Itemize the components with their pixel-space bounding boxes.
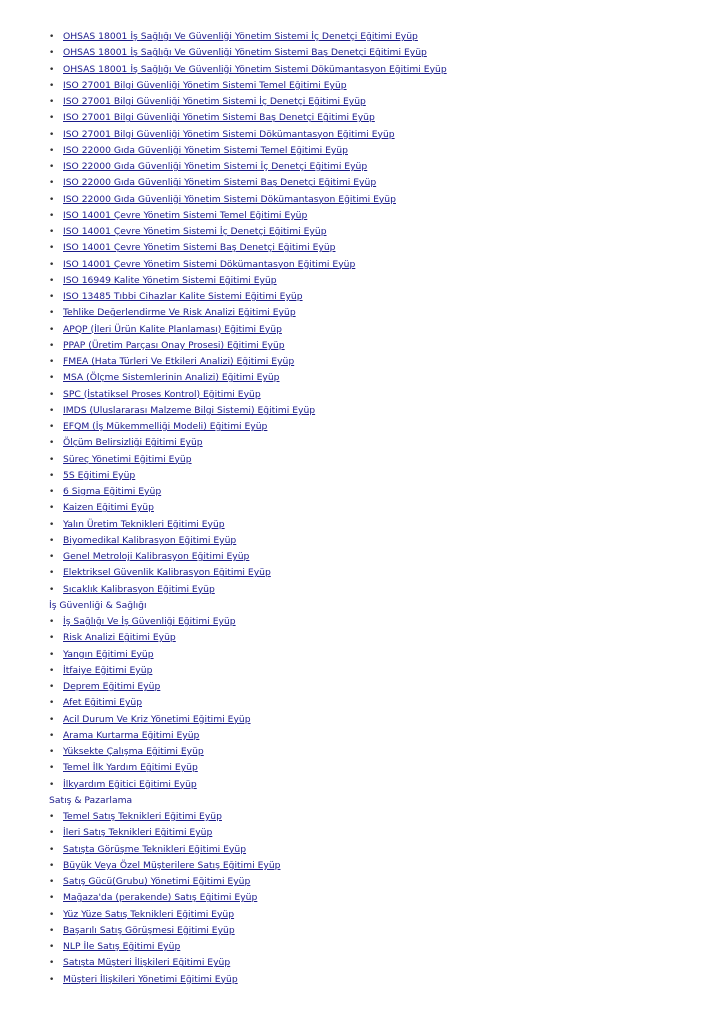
training-link[interactable]: İleri Satış Teknikleri Eğitimi Eyüp [63,827,213,839]
list-item [49,728,709,744]
list-item [49,370,709,386]
list-item [49,273,709,289]
training-link[interactable]: Yangın Eğitimi Eyüp [63,648,154,660]
bullet-icon: • [49,194,55,205]
bullet-icon: • [49,48,55,59]
training-link[interactable]: ISO 22000 Gıda Güvenliği Yönetim Sistemi Baş Denetçi Eğitimi Eyüp [63,177,377,189]
section-heading: İş Güvenliği & Sağlığı [49,599,147,611]
training-link[interactable]: Mağaza'da (perakende) Satış Eğitimi Eyüp [63,892,258,904]
bullet-icon: • [49,113,55,124]
list-item [49,842,709,858]
bullet-icon: • [49,633,55,644]
training-link[interactable]: Acil Durum Ve Kriz Yönetimi Eğitimi Eyüp [63,713,251,725]
training-link[interactable]: 6 Sigma Eğitimi Eyüp [63,486,162,497]
training-link[interactable]: PPAP (Üretim Parçası Onay Prosesi) Eğitimi Eyüp [63,339,285,351]
list-item [49,45,709,61]
training-link[interactable]: Deprem Eğitimi Eyüp [63,681,161,692]
bullet-icon: • [49,730,55,741]
bullet-icon: • [49,470,55,481]
training-link[interactable]: Başarılı Satış Görüşmesi Eğitimi Eyüp [63,924,235,936]
list-item [49,500,709,516]
bullet-icon: • [49,389,55,400]
list-item [49,175,709,191]
list-item [49,387,709,403]
bullet-icon: • [49,454,55,465]
list-item [49,679,709,695]
list-item [49,484,709,500]
training-link[interactable]: MSA (Ölçme Sistemlerinin Analizi) Eğitimi Eyüp [63,372,280,384]
training-link[interactable]: ISO 13485 Tıbbi Cihazlar Kalite Sistemi Eğitimi Eyüp [63,291,303,302]
training-link[interactable]: Büyük Veya Özel Müşterilere Satış Eğitimi Eyüp [63,859,281,871]
list-item [49,468,709,484]
bullet-icon: • [49,665,55,676]
bullet-icon: • [49,698,55,709]
list-item [49,955,709,971]
bullet-icon: • [49,243,55,254]
training-link[interactable]: ISO 27001 Bilgi Güvenliği Yönetim Sistemi İç Denetçi Eğitimi Eyüp [63,96,366,107]
training-link[interactable]: ISO 22000 Gıda Güvenliği Yönetim Sistemi Temel Eğitimi Eyüp [63,144,348,156]
training-link[interactable]: Satışta Müşteri İlişkileri Eğitimi Eyüp [63,957,231,969]
list-item [49,517,709,533]
list-item [49,809,709,825]
bullet-icon: • [49,909,55,920]
bullet-icon: • [49,747,55,757]
training-link[interactable]: Genel Metroloji Kalibrasyon Eğitimi Eyüp [63,551,250,562]
bullet-icon: • [49,487,55,497]
bullet-icon: • [49,129,55,140]
list-item [49,240,709,256]
bullet-icon: • [49,227,55,237]
list-item [49,939,709,955]
list-item [49,582,709,598]
list-item [49,695,709,711]
bullet-icon: • [49,438,55,449]
bullet-icon: • [49,357,55,367]
list-item [49,744,709,760]
bullet-icon: • [49,925,55,936]
list-item [49,305,709,321]
training-link[interactable]: Temel Satış Teknikleri Eğitimi Eyüp [63,811,222,822]
bullet-icon: • [49,64,55,75]
training-link[interactable]: Süreç Yönetimi Eğitimi Eyüp [63,453,192,465]
training-link[interactable]: ISO 22000 Gıda Güvenliği Yönetim Sistemi İç Denetçi Eğitimi Eyüp [63,161,368,172]
list-item [49,143,709,159]
bullet-icon: • [49,552,55,562]
training-link[interactable]: Biyomedikal Kalibrasyon Eğitimi Eyüp [63,534,237,546]
training-link[interactable]: İlkyardım Eğitici Eğitimi Eyüp [63,778,197,790]
bullet-icon: • [49,275,55,286]
bullet-icon: • [49,584,55,595]
training-link[interactable]: Satışta Görüşme Teknikleri Eğitimi Eyüp [63,843,247,855]
list-item [49,452,709,468]
training-link[interactable]: ISO 14001 Çevre Yönetim Sistemi Temel Eğitimi Eyüp [63,209,308,221]
training-link[interactable]: Kaizen Eğitimi Eyüp [63,502,154,514]
list-item [49,224,709,240]
bullet-icon: • [49,844,55,855]
training-link[interactable]: OHSAS 18001 İş Sağlığı Ve Güvenliği Yönetim Sistemi Baş Denetçi Eğitimi Eyüp [63,47,427,59]
training-link[interactable]: EFQM (İş Mükemmelliği Modeli) Eğitimi Eyüp [63,421,268,432]
list-item [49,907,709,923]
bullet-icon: • [49,828,55,839]
list-item [49,419,709,435]
training-link[interactable]: Tehlike Değerlendirme Ve Risk Analizi Eğitimi Eyüp [63,307,296,319]
training-link[interactable]: İtfaiye Eğitimi Eyüp [63,664,153,676]
list-item [49,825,709,841]
training-link[interactable]: ISO 14001 Çevre Yönetim Sistemi Baş Denetçi Eğitimi Eyüp [63,242,336,254]
bullet-icon: • [49,763,55,774]
bullet-icon: • [49,373,55,384]
bullet-icon: • [49,80,55,91]
bullet-icon: • [49,422,55,432]
list-item [49,29,709,45]
training-link[interactable]: Afet Eğitimi Eyüp [63,697,143,709]
list-item [49,78,709,94]
training-link[interactable]: ISO 14001 Çevre Yönetim Sistemi Dökümantasyon Eğitimi Eyüp [63,258,356,270]
bullet-icon: • [49,649,55,660]
list-item [49,403,709,419]
list-item [49,208,709,224]
bullet-icon: • [49,893,55,904]
bullet-icon: • [49,682,55,692]
bullet-icon: • [49,812,55,822]
training-link[interactable]: Müşteri İlişkileri Yönetimi Eğitimi Eyüp [63,973,238,985]
list-item [49,858,709,874]
bullet-icon: • [49,308,55,319]
bullet-icon: • [49,877,55,887]
list-item [49,322,709,338]
bullet-icon: • [49,942,55,952]
training-link[interactable]: ISO 14001 Çevre Yönetim Sistemi İç Denetçi Eğitimi Eyüp [63,226,327,237]
list-item [49,549,709,565]
training-link[interactable]: Sıcaklık Kalibrasyon Eğitimi Eyüp [63,583,215,595]
bullet-icon: • [49,178,55,189]
list-item [49,159,709,175]
bullet-icon: • [49,974,55,985]
bullet-icon: • [49,162,55,172]
list-item [49,614,709,630]
training-link[interactable]: OHSAS 18001 İş Sağlığı Ve Güvenliği Yönetim Sistemi İç Denetçi Eğitimi Eyüp [63,31,418,42]
training-link[interactable]: FMEA (Hata Türleri Ve Etkileri Analizi) Eğitimi Eyüp [63,356,295,367]
training-link[interactable]: ISO 16949 Kalite Yönetim Sistemi Eğitimi Eyüp [63,274,277,286]
list-item [49,890,709,906]
bullet-icon: • [49,568,55,579]
bullet-icon: • [49,503,55,514]
training-link[interactable]: Yüksekte Çalışma Eğitimi Eyüp [63,746,204,757]
training-link[interactable]: ISO 22000 Gıda Güvenliği Yönetim Sistemi Dökümantasyon Eğitimi Eyüp [63,193,396,205]
bullet-icon: • [49,519,55,530]
training-link[interactable]: Elektriksel Güvenlik Kalibrasyon Eğitimi Eyüp [63,567,271,579]
bullet-icon: • [49,32,55,42]
list-item [49,923,709,939]
bullet-icon: • [49,97,55,107]
list-item [49,663,709,679]
bullet-icon: • [49,340,55,351]
training-link[interactable]: APQP (İleri Ürün Kalite Planlaması) Eğitimi Eyüp [63,323,282,335]
training-link[interactable]: 5S Eğitimi Eyüp [63,469,136,481]
training-link[interactable]: Yalın Üretim Teknikleri Eğitimi Eyüp [63,518,225,530]
bullet-icon: • [49,958,55,969]
list-item [49,62,709,78]
list-item [49,533,709,549]
training-link[interactable]: Satış Gücü(Grubu) Yönetimi Eğitimi Eyüp [63,876,251,887]
bullet-icon: • [49,210,55,221]
training-link[interactable]: ISO 27001 Bilgi Güvenliği Yönetim Sistemi Temel Eğitimi Eyüp [63,79,347,91]
bullet-icon: • [49,714,55,725]
bullet-icon: • [49,779,55,790]
training-link[interactable]: Yüz Yüze Satış Teknikleri Eğitimi Eyüp [63,908,235,920]
list-item [49,647,709,663]
bullet-icon: • [49,405,55,416]
list-item [49,777,709,793]
bullet-icon: • [49,324,55,335]
training-link[interactable]: ISO 27001 Bilgi Güvenliği Yönetim Sistemi Baş Denetçi Eğitimi Eyüp [63,112,375,124]
bullet-icon: • [49,860,55,871]
list-item [49,712,709,728]
list-item [49,354,709,370]
training-link[interactable]: Temel İlk Yardım Eğitimi Eyüp [63,762,198,774]
link-list-page [49,29,709,988]
bullet-icon: • [49,259,55,270]
list-item [49,630,709,646]
list-item [49,192,709,208]
list-item [49,94,709,110]
list-item [49,565,709,581]
list-item [49,110,709,126]
list-item [49,972,709,988]
list-item [49,127,709,143]
bullet-icon: • [49,617,55,627]
section-heading: Satış & Pazarlama [49,794,133,806]
list-item [49,874,709,890]
bullet-icon: • [49,535,55,546]
list-item [49,289,709,305]
training-link[interactable]: OHSAS 18001 İş Sağlığı Ve Güvenliği Yönetim Sistemi Dökümantasyon Eğitimi Eyüp [63,63,447,75]
list-item [49,760,709,776]
training-link[interactable]: SPC (İstatiksel Proses Kontrol) Eğitimi Eyüp [63,388,261,400]
training-link[interactable]: Arama Kurtarma Eğitimi Eyüp [63,729,200,741]
training-link[interactable]: ISO 27001 Bilgi Güvenliği Yönetim Sistemi Dökümantasyon Eğitimi Eyüp [63,128,395,140]
training-link[interactable]: İş Sağlığı Ve İş Güvenliği Eğitimi Eyüp [63,616,236,627]
bullet-icon: • [49,292,55,302]
training-link[interactable]: IMDS (Uluslararası Malzeme Bilgi Sistemi) Eğitimi Eyüp [63,404,316,416]
list-item [49,435,709,451]
training-link[interactable]: NLP İle Satış Eğitimi Eyüp [63,941,181,952]
training-link[interactable]: Risk Analizi Eğitimi Eyüp [63,632,176,644]
list-item [49,257,709,273]
list-item [49,338,709,354]
bullet-icon: • [49,145,55,156]
training-link[interactable]: Ölçüm Belirsizliği Eğitimi Eyüp [63,437,203,449]
